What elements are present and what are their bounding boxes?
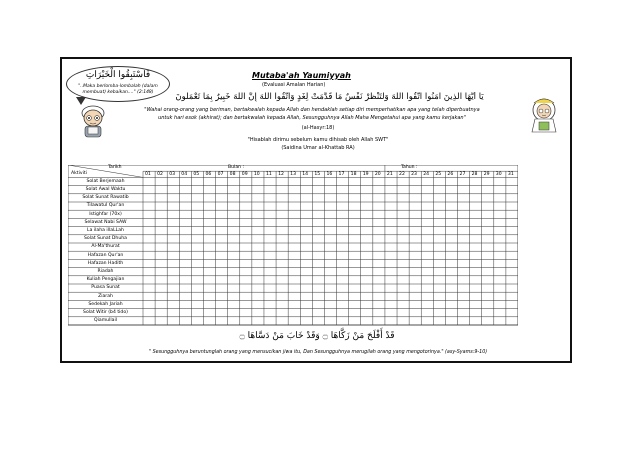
day-header: 30: [495, 171, 502, 177]
day-header: 20: [374, 171, 381, 177]
day-header: 09: [241, 171, 248, 177]
day-header: 05: [193, 171, 200, 177]
activity-label: Qiamullail: [93, 318, 117, 324]
tahun-label: Tahun :: [401, 165, 418, 170]
day-header: 24: [423, 171, 430, 177]
ayah-translation: [122, 106, 502, 122]
hadith-reference: (Saidina Umar al-Khattab RA): [281, 145, 355, 151]
day-header: 03: [169, 171, 176, 177]
day-header: 13: [290, 171, 297, 177]
hadith-quote: "Hisablah dirimu sebelum kamu dihisab oleh Allah SWT": [247, 137, 389, 143]
activity-label: Solat Berjemaah: [86, 178, 125, 184]
day-header: 22: [399, 171, 405, 177]
activity-label: Kuliah Pengajian: [86, 277, 125, 283]
day-header: 12: [278, 171, 284, 177]
day-header: 25: [435, 171, 442, 177]
activity-label: Solat Sunat Rawatib: [82, 195, 129, 201]
activity-label: Solat Awal Waktu: [85, 187, 126, 192]
activity-label: Riadah: [97, 269, 114, 274]
activity-table: [68, 165, 518, 330]
evaluation-sheet: [60, 57, 572, 363]
activity-label: La ilaha illaLLah: [87, 228, 124, 233]
activity-label: Hafazan Qur'an: [87, 252, 124, 258]
day-header: 07: [217, 171, 224, 177]
ayah-arabic: يَا أَيُّهَا الَّذِينَ آمَنُوا اتَّقُوا اللَّهَ وَلْتَنْظُرْ نَفْسٌ مَا قَدَّمَتْ لِغَدٍ وَاتَّقُوا اللَّهَ إِنَّ اللَّهَ خَبِيرٌ بِمَا تَعْمَلُونَ: [175, 92, 484, 102]
day-header: 18: [350, 171, 357, 177]
aktiviti-label: Aktiviti: [71, 171, 87, 176]
quote-line-1: "Wahai orang-orang yang beriman, bertakwalah kepada Allah dan hendaklah setiap diri memperhatikan apa yang telah diperbuatnya: [144, 107, 480, 113]
page-subtitle: (Evaluasi Amalan Harian): [262, 82, 326, 88]
day-header: 19: [362, 171, 369, 177]
day-header: 16: [326, 171, 333, 177]
activity-label: Ziarah: [98, 293, 113, 299]
ayah-reference: (al-Hasyr:18): [301, 125, 335, 131]
page-title: Mutaba'ah Yaumiyyah: [252, 71, 351, 80]
activity-label: Tilawatul Qur'an: [86, 203, 125, 209]
footer-arabic: قَدْ أَفْلَحَ مَنْ زَكَّاهَا ۝ وَقَدْ خَابَ مَنْ دَسَّاهَا ۝: [239, 331, 395, 341]
activity-label: Hafazan Hadith: [87, 260, 124, 266]
day-header: 31: [507, 171, 514, 177]
day-header: 15: [314, 171, 321, 177]
activity-label: Sedekah Jariah: [88, 301, 123, 307]
tarikh-label: Tarikh: [108, 165, 122, 170]
day-header: 29: [483, 171, 490, 177]
day-header: 04: [181, 171, 188, 177]
bubble-arabic: فَاسْتَبِقُوا الْخَيْرَاتِ: [85, 70, 151, 80]
day-header: 21: [386, 171, 393, 177]
activity-label: Puasa Sunat: [91, 285, 120, 291]
day-header: 10: [253, 171, 260, 177]
footer-translation: " Sesungguhnya beruntunglah orang yang mensucikan jiwa itu, Dan Sesungguhnya merugilah orang yang mengotorinya." (asy-Syams:9-10): [148, 350, 488, 355]
day-header: 23: [411, 171, 417, 177]
day-header: 08: [229, 171, 236, 177]
day-header: 14: [302, 171, 309, 177]
day-header: 17: [338, 171, 345, 177]
day-header: 11: [265, 171, 272, 177]
activity-label: Al-Ma'thurat: [91, 244, 120, 250]
day-header: 27: [459, 171, 466, 177]
quote-line-2: untuk hari esok (akhirat); dan bertakwalah kepada Allah, Sesungguhnya Allah Maha Mengetahui apa yang kamu kerjakan": [158, 115, 466, 121]
bulan-label: Bulan :: [228, 165, 245, 170]
activity-label: Solat Witir (b4 tido): [83, 310, 128, 315]
day-header: 28: [471, 171, 478, 177]
activity-label: Istighfar (70x): [89, 211, 122, 217]
activity-label: Selawat Nabi SAW: [84, 219, 127, 225]
boy-character-icon: [76, 103, 110, 139]
activity-label: Solat Sunat Dhuha: [84, 236, 127, 242]
bubble-text: "..Maka berlomba-lombalah (dalam membuat) kebaikan...." (2:148): [78, 84, 158, 95]
day-header: 02: [157, 171, 163, 177]
day-header: 26: [447, 171, 454, 177]
day-header: 06: [205, 171, 212, 177]
day-header: 01: [145, 171, 151, 177]
